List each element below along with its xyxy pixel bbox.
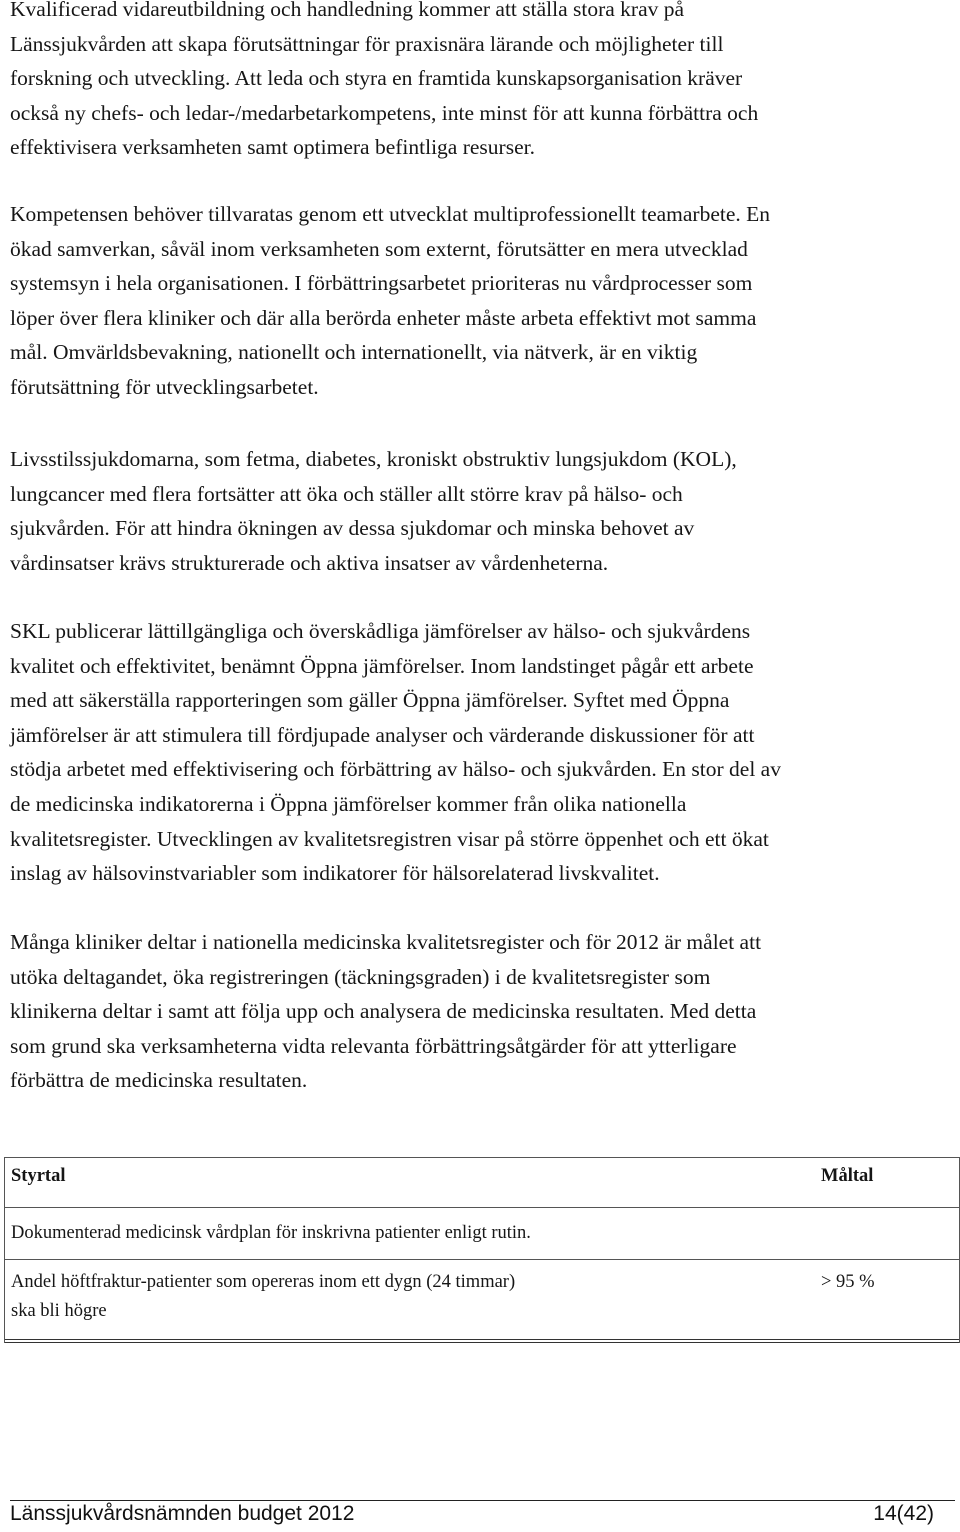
paragraph-2: Kompetensen behöver tillvaratas genom ett utvecklat multiprofessionellt teamarbete. En ökad samverkan, såväl inom verksamheten som externt, förutsätter en mera utvecklad systemsyn i hela organisationen. I förbättringsarbetet prioriteras nu vårdprocesser som löper över flera kliniker och där alla berörda enheter måste arbeta effektivt mot samma mål. Omvärldsbevakning, nationellt och internationellt, via nätverk, är en viktig förutsättning för utvecklingsarbetet.: [10, 202, 771, 399]
paragraph-5: Många kliniker deltar i nationella medicinska kvalitetsregister och för 2012 är målet att utöka deltagandet, öka registreringen (täckningsgraden) i de kvalitetsregister som klinikerna deltar i samt att följa upp och analysera de medicinska resultaten. Med detta som grund ska verksamheterna vidta relevanta förbättringsåtgärder för att ytterligare förbättra de medicinska resultaten.: [10, 930, 762, 1093]
table-row: [5, 1208, 959, 1260]
table-row: [5, 1260, 959, 1343]
paragraph-1: Kvalificerad vidareutbildning och handledning kommer att ställa stora krav på Länssjukvården att skapa förutsättningar för praxisnära lärande och möjligheter till forskning och utveckling. Att leda och styra en framtida kunskapsorganisation kräver också ny chefs- och ledar-/medarbetarkompetens, inte minst för att kunna förbättra och effektivisera verksamheten samt optimera befintliga resurser.: [10, 0, 759, 160]
header-maltal: Måltal: [821, 1166, 874, 1186]
row-2-maltal: > 95 %: [821, 1272, 875, 1292]
footer-page-number: 14(42): [873, 1502, 934, 1525]
footer-title: Länssjukvårdsnämnden budget 2012: [10, 1502, 355, 1525]
row-2-styrtal: Andel höftfraktur-patienter som opereras inom ett dygn (24 timmar) ska bli högre: [11, 1272, 516, 1321]
paragraph-4: SKL publicerar lättillgängliga och överskådliga jämförelser av hälso- och sjukvårdens kvalitet och effektivitet, benämnt Öppna jämförelser. Inom landstinget pågår ett arbete med att säkerställa rapporteringen som gäller Öppna jämförelser. Syftet med Öppna jämförelser är att stimulera till fördjupade analyser och värderande diskussioner för att stödja arbetet med effektivisering och förbättring av hälso- och sjukvården. En stor del av de medicinska indikatorerna i Öppna jämförelser kommer från olika nationella kvalitetsregister. Utvecklingen av kvalitetsregistren visar på större öppenhet och ett ökat inslag av hälsovinstvariabler som indikatorer för hälsorelaterad livskvalitet.: [10, 619, 781, 886]
row-1-styrtal: Dokumenterad medicinsk vårdplan för inskrivna patienter enligt rutin.: [11, 1223, 531, 1243]
footer-divider: [10, 1500, 955, 1501]
targets-table: [4, 1157, 960, 1343]
paragraph-3: Livsstilssjukdomarna, som fetma, diabetes, kroniskt obstruktiv lungsjukdom (KOL), lungcancer med flera fortsätter att öka och ställer allt större krav på hälso- och sjukvården. För att hindra ökningen av dessa sjukdomar och minska behovet av vårdinsatser krävs strukturerade och aktiva insatser av vårdenheterna.: [10, 447, 737, 575]
header-styrtal: Styrtal: [11, 1166, 66, 1186]
table-header-row: [5, 1158, 959, 1208]
